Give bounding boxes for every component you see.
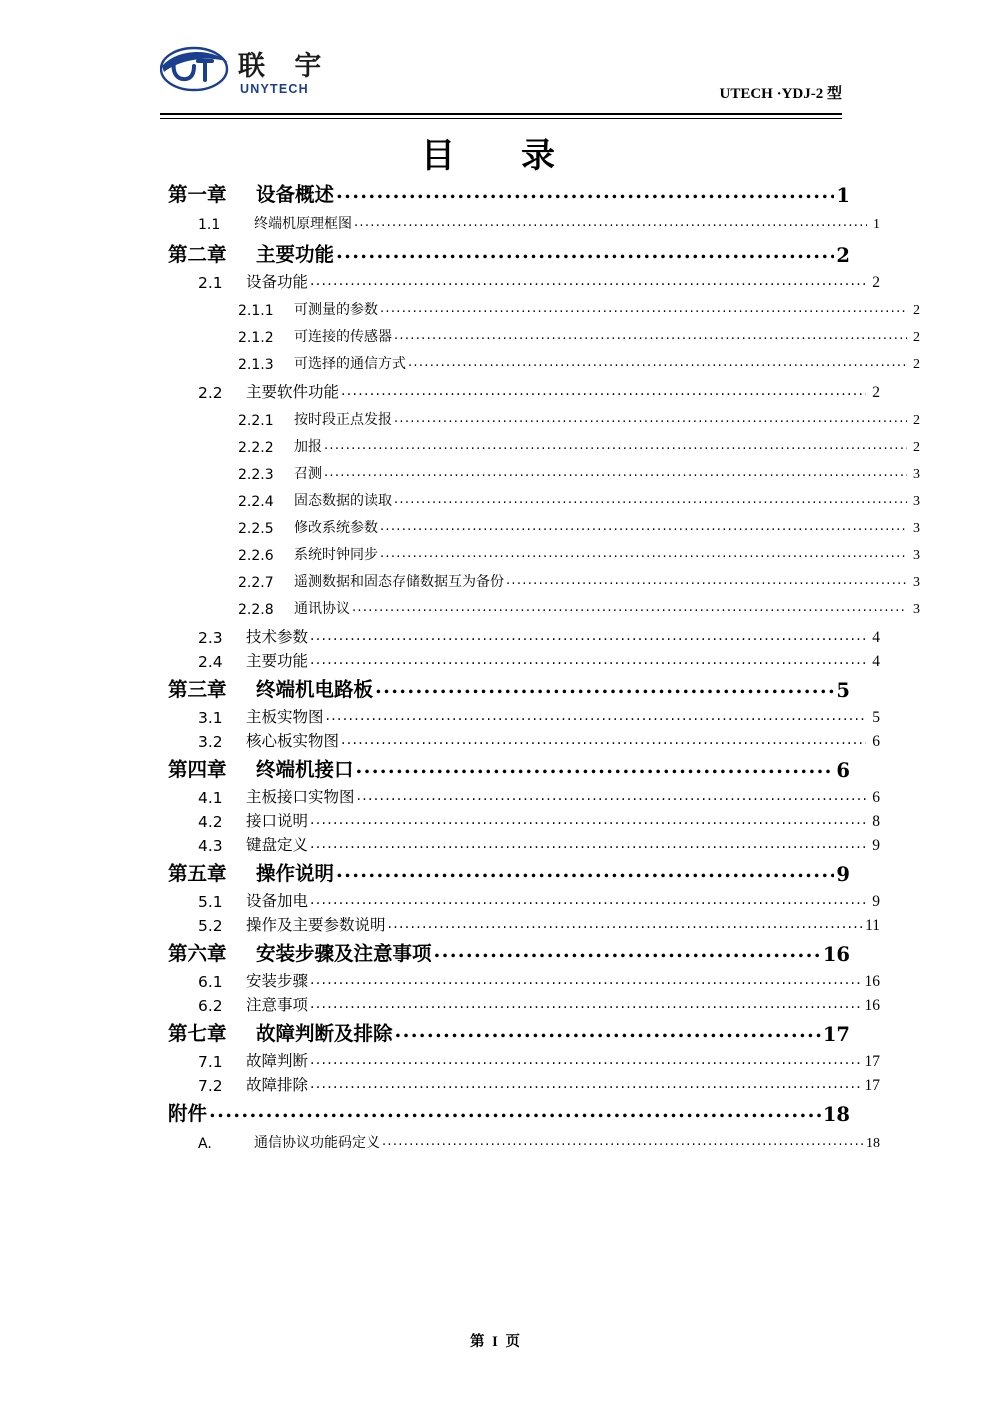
page-header: [160, 44, 842, 112]
toc-entry-label: 设备概述: [256, 183, 335, 206]
toc-entry-label: 安装步骤: [246, 972, 309, 990]
toc-entry-leader: [336, 180, 834, 203]
toc-entry-label: 固态数据的读取: [294, 493, 392, 509]
toc-entry-page: 5: [872, 709, 880, 726]
toc-entry-number: 第二章: [168, 243, 227, 266]
toc-entry-leader: [380, 519, 907, 534]
toc-entry-page: 6: [872, 733, 880, 750]
toc-entry-page: 3: [913, 575, 920, 590]
toc-entry-leader: [310, 892, 866, 908]
toc-entry-number: 3.1: [198, 709, 223, 727]
toc-entry-leader: [310, 1052, 862, 1068]
toc-entry-label: 主要功能: [246, 652, 309, 670]
toc-entry[interactable]: [160, 785, 880, 807]
toc-entry-label: 操作及主要参数说明: [246, 916, 386, 934]
toc-entry-page: 2: [872, 384, 880, 401]
toc-entry-leader: [375, 675, 834, 698]
toc-entry-leader: [357, 788, 866, 804]
toc-entry-label: 终端机电路板: [256, 678, 374, 701]
toc-entry-page: 4: [872, 653, 880, 670]
toc-entry-page: 4: [872, 629, 880, 646]
toc-entry[interactable]: [160, 913, 880, 935]
toc-entry-page: 16: [864, 997, 880, 1014]
toc-entry[interactable]: [160, 1018, 850, 1046]
toc-entry[interactable]: [160, 353, 920, 373]
toc-entry[interactable]: [160, 598, 920, 618]
toc-entry-leader: [310, 652, 866, 668]
header-divider-thick: [160, 113, 842, 115]
toc-entry-number: 2.2.2: [238, 440, 274, 456]
toc-entry-number: 2.2.7: [238, 575, 274, 591]
toc-entry-label: 加报: [294, 439, 322, 455]
toc-entry-page: 8: [872, 813, 880, 830]
toc-entry-leader: [380, 301, 907, 316]
page-footer: 第 I 页: [470, 1334, 522, 1350]
toc-entry-number: 第五章: [168, 862, 227, 885]
toc-entry-number: 2.1.2: [238, 330, 274, 346]
toc-entry-label: 故障判断及排除: [256, 1022, 393, 1045]
toc-entry[interactable]: [160, 463, 920, 483]
toc-entry-number: 2.2.8: [238, 602, 274, 618]
toc-entry[interactable]: [160, 239, 850, 267]
toc-entry-leader: [341, 732, 866, 748]
toc-entry-leader: [356, 755, 834, 778]
toc-entry-number: 2.2: [198, 384, 223, 402]
toc-entry[interactable]: [160, 213, 880, 233]
toc-entry-leader: [310, 1076, 862, 1092]
toc-entry-leader: [324, 438, 907, 453]
toc-entry-page: 6: [872, 789, 880, 806]
toc-entry[interactable]: [160, 299, 920, 319]
toc-entry-page: 3: [913, 602, 920, 617]
toc-entry-page: 17: [864, 1053, 880, 1070]
toc-entry[interactable]: [160, 1073, 880, 1095]
page-title: 目 录: [421, 136, 571, 176]
toc-entry[interactable]: [160, 889, 880, 911]
toc-entry-leader: [354, 215, 867, 230]
toc-entry-leader: [434, 939, 821, 962]
toc-entry-page: 2: [913, 440, 920, 455]
toc-entry-number: 7.1: [198, 1053, 223, 1071]
toc-entry-label: 主要功能: [256, 243, 335, 266]
toc-entry-number: 2.2.3: [238, 467, 274, 483]
toc-entry-label: 系统时钟同步: [294, 547, 378, 563]
toc-entry-leader: [310, 996, 862, 1012]
toc-entry-label: 注意事项: [246, 996, 309, 1014]
toc-entry-number: 2.1: [198, 274, 223, 292]
toc-entry-number: 2.3: [198, 629, 223, 647]
company-logo: [160, 44, 350, 106]
toc-entry[interactable]: [160, 544, 920, 564]
toc-entry-number: 第三章: [168, 678, 227, 701]
toc-entry[interactable]: [160, 969, 880, 991]
toc-entry-leader: [310, 628, 866, 644]
toc-entry[interactable]: [160, 754, 850, 782]
toc-entry-page: 18: [822, 1103, 850, 1126]
toc-entry-page: 18: [866, 1136, 880, 1151]
toc-entry[interactable]: [160, 1132, 880, 1152]
toc-entry[interactable]: [160, 1049, 880, 1071]
toc-entry-label: 终端机原理框图: [254, 216, 352, 232]
toc-entry-page: 3: [913, 494, 920, 509]
unytech-logo-icon: [160, 46, 236, 92]
toc-entry-page: 9: [872, 837, 880, 854]
toc-entry-page: 9: [836, 863, 850, 886]
toc-entry-page: 17: [864, 1077, 880, 1094]
toc-entry-label: 故障排除: [246, 1076, 309, 1094]
toc-entry-page: 2: [836, 244, 850, 267]
toc-entry-number: 2.1.3: [238, 357, 274, 373]
toc-entry-leader: [324, 465, 907, 480]
toc-entry-leader: [394, 328, 907, 343]
toc-entry-label: 设备功能: [246, 273, 309, 291]
logo-english-text: UNYTECH: [240, 82, 309, 96]
toc-entry-page: 3: [913, 467, 920, 482]
toc-entry-number: 6.1: [198, 973, 223, 991]
toc-entry-number: 2.2.1: [238, 413, 274, 429]
toc-entry-leader: [394, 411, 907, 426]
toc-entry-number: A.: [198, 1136, 212, 1152]
toc-entry[interactable]: [160, 649, 880, 671]
toc-entry-number: 4.1: [198, 789, 223, 807]
toc-entry-label: 接口说明: [246, 812, 309, 830]
toc-entry-leader: [336, 240, 834, 263]
toc-entry-label: 通信协议功能码定义: [254, 1135, 380, 1151]
toc-entry-label: 安装步骤及注意事项: [256, 942, 432, 965]
toc-entry-label: 通讯协议: [294, 601, 350, 617]
toc-entry-label: 遥测数据和固态存储数据互为备份: [294, 574, 504, 590]
toc-entry[interactable]: [160, 1098, 850, 1126]
toc-entry-number: 附件: [168, 1102, 208, 1125]
toc-entry-label: 技术参数: [246, 628, 309, 646]
toc-entry-page: 2: [913, 330, 920, 345]
toc-entry-label: 核心板实物图: [246, 732, 340, 750]
toc-entry-page: 9: [872, 893, 880, 910]
toc-entry-number: 第一章: [168, 183, 227, 206]
toc-entry-leader: [394, 492, 907, 507]
toc-entry[interactable]: [160, 380, 880, 402]
toc-entry-page: 11: [865, 917, 880, 934]
toc-entry-number: 1.1: [198, 217, 221, 233]
toc-entry-label: 操作说明: [256, 862, 335, 885]
toc-entry-page: 17: [822, 1023, 850, 1046]
toc-entry-label: 终端机接口: [256, 758, 354, 781]
toc-entry-label: 键盘定义: [246, 836, 309, 854]
toc-entry[interactable]: [160, 490, 920, 510]
toc-entry-label: 可连接的传感器: [294, 329, 392, 345]
toc-entry-number: 2.2.4: [238, 494, 274, 510]
toc-entry[interactable]: [160, 674, 850, 702]
toc-entry-page: 2: [913, 413, 920, 428]
toc-entry[interactable]: [160, 938, 850, 966]
toc-entry-leader: [310, 273, 866, 289]
toc-entry-leader: [310, 836, 866, 852]
toc-entry-number: 4.3: [198, 837, 223, 855]
toc-entry-number: 2.1.1: [238, 303, 274, 319]
toc-entry[interactable]: [160, 436, 920, 456]
toc-entry-leader: [326, 708, 866, 724]
toc-entry-number: 第七章: [168, 1022, 227, 1045]
toc-entry[interactable]: [160, 993, 880, 1015]
toc-entry[interactable]: [160, 270, 880, 292]
toc-entry-leader: [380, 546, 907, 561]
toc-entry-leader: [395, 1019, 821, 1042]
header-model-text: UTECH ·YDJ-2 型: [719, 86, 842, 102]
toc-entry[interactable]: [160, 409, 920, 429]
toc-entry[interactable]: [160, 809, 880, 831]
toc-entry-label: 可选择的通信方式: [294, 356, 406, 372]
toc-entry[interactable]: [160, 517, 920, 537]
toc-entry-leader: [336, 859, 834, 882]
toc-entry-number: 5.2: [198, 917, 223, 935]
toc-entry-page: 3: [913, 548, 920, 563]
toc-entry[interactable]: [160, 858, 850, 886]
toc-entry-number: 第六章: [168, 942, 227, 965]
toc-entry-leader: [352, 600, 907, 615]
toc-entry-label: 修改系统参数: [294, 520, 378, 536]
toc-entry-leader: [408, 355, 907, 370]
toc-entry-page: 3: [913, 521, 920, 536]
toc-entry-page: 16: [822, 943, 850, 966]
toc-entry-number: 6.2: [198, 997, 223, 1015]
toc-entry-page: 2: [913, 357, 920, 372]
toc-entry-number: 3.2: [198, 733, 223, 751]
toc-entry-page: 1: [836, 184, 850, 207]
logo-chinese-text: 联 宇: [238, 51, 332, 82]
toc-entry[interactable]: [160, 179, 850, 207]
toc-entry[interactable]: [160, 833, 880, 855]
toc-entry-number: 5.1: [198, 893, 223, 911]
toc-entry-label: 召测: [294, 466, 322, 482]
toc-entry-leader: [506, 573, 907, 588]
toc-entry[interactable]: [160, 571, 920, 591]
toc-entry-number: 7.2: [198, 1077, 223, 1095]
toc-entry-label: 设备加电: [246, 892, 309, 910]
toc-entry-label: 主板接口实物图: [246, 788, 355, 806]
toc-entry-page: 5: [836, 679, 850, 702]
toc-entry-number: 2.4: [198, 653, 223, 671]
toc-entry-leader: [310, 812, 866, 828]
toc-entry-label: 故障判断: [246, 1052, 309, 1070]
toc-entry-page: 1: [873, 217, 880, 232]
toc-entry-number: 2.2.6: [238, 548, 274, 564]
table-of-contents: [160, 176, 920, 1158]
toc-entry-label: 主要软件功能: [246, 383, 340, 401]
toc-entry-page: 16: [864, 973, 880, 990]
toc-entry-leader: [382, 1134, 864, 1149]
toc-entry-page: 2: [872, 274, 880, 291]
toc-entry-page: 2: [913, 303, 920, 318]
toc-entry-number: 4.2: [198, 813, 223, 831]
toc-entry-leader: [209, 1099, 821, 1122]
toc-entry-leader: [388, 916, 864, 932]
toc-entry[interactable]: [160, 326, 920, 346]
toc-entry-number: 第四章: [168, 758, 227, 781]
toc-entry-page: 6: [836, 759, 850, 782]
toc-entry-label: 按时段正点发报: [294, 412, 392, 428]
toc-entry[interactable]: [160, 705, 880, 727]
toc-entry[interactable]: [160, 729, 880, 751]
header-divider-thin: [160, 118, 842, 119]
toc-entry-label: 主板实物图: [246, 708, 324, 726]
toc-entry-leader: [310, 972, 862, 988]
toc-entry-number: 2.2.5: [238, 521, 274, 537]
toc-entry[interactable]: [160, 625, 880, 647]
toc-entry-label: 可测量的参数: [294, 302, 378, 318]
toc-entry-leader: [341, 383, 866, 399]
